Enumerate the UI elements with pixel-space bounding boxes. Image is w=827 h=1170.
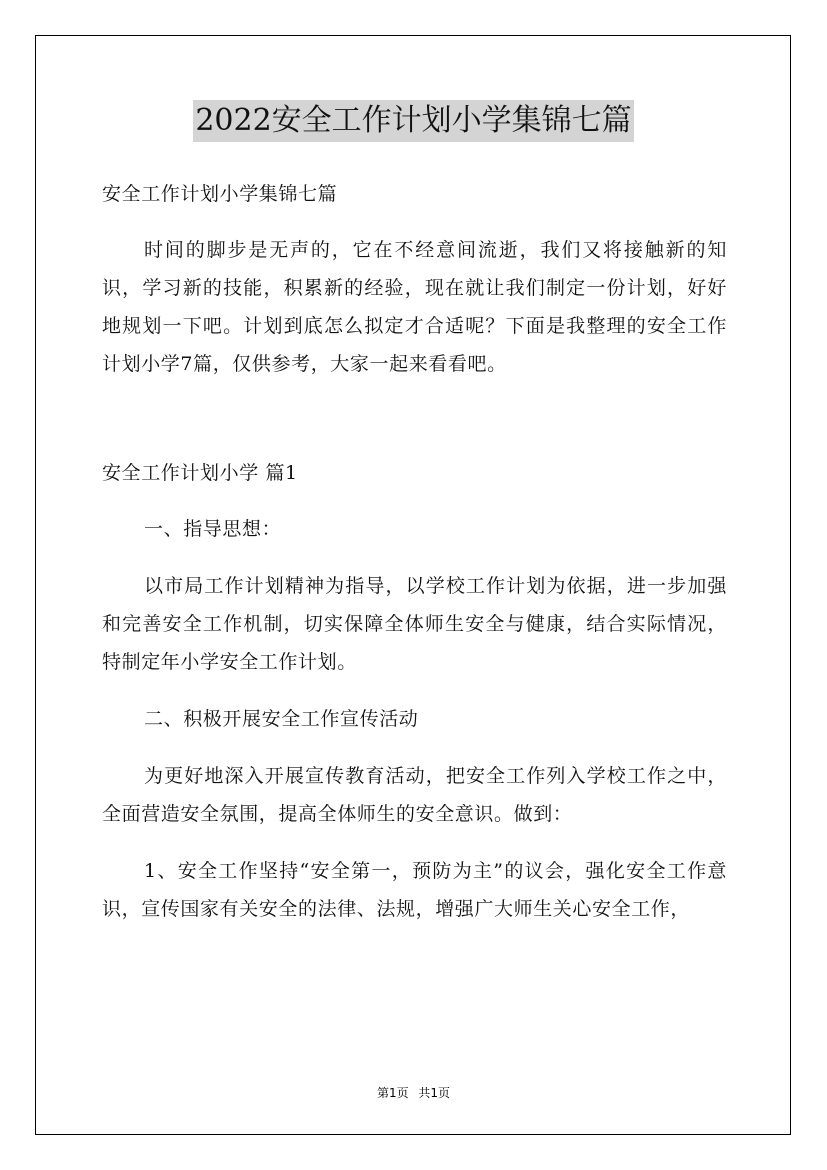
document-body — [102, 175, 727, 947]
subheading-guiding-thought: 一、指导思想： — [144, 518, 282, 540]
page-number: 第1页 — [376, 1086, 409, 1100]
paragraph-item-1: 1、安全工作坚持“安全第一，预防为主”的议会，强化安全工作意识，宣传国家有关安全的法律、法规，增强广大师生关心安全工作， — [102, 860, 727, 920]
total-pages: 共1页 — [418, 1086, 451, 1100]
title-container — [0, 100, 827, 142]
paragraph-publicity: 为更好地深入开展宣传教育活动，把安全工作列入学校工作之中，全面营造安全氛围，提高全体师生的安全意识。做到： — [102, 765, 727, 825]
section-heading: 安全工作计划小学 篇1 — [102, 462, 298, 484]
paragraph-guiding-thought: 以市局工作计划精神为指导，以学校工作计划为依据，进一步加强和完善安全工作机制，切实保障全体师生安全与健康，结合实际情况，特制定年小学安全工作计划。 — [102, 575, 727, 673]
page-footer — [0, 1084, 827, 1101]
section-spacer — [102, 402, 727, 454]
intro-paragraph: 时间的脚步是无声的，它在不经意间流逝，我们又将接触新的知识，学习新的技能，积累新的经验，现在就让我们制定一份计划，好好地规划一下吧。计划到底怎么拟定才合适呢？下面是我整理的安全工作计划小学7篇，仅供参考，大家一起来看看吧。 — [102, 239, 727, 375]
document-subtitle: 安全工作计划小学集锦七篇 — [102, 183, 338, 205]
document-title: 2022安全工作计划小学集锦七篇 — [193, 100, 633, 142]
subheading-publicity: 二、积极开展安全工作宣传活动 — [144, 708, 419, 730]
